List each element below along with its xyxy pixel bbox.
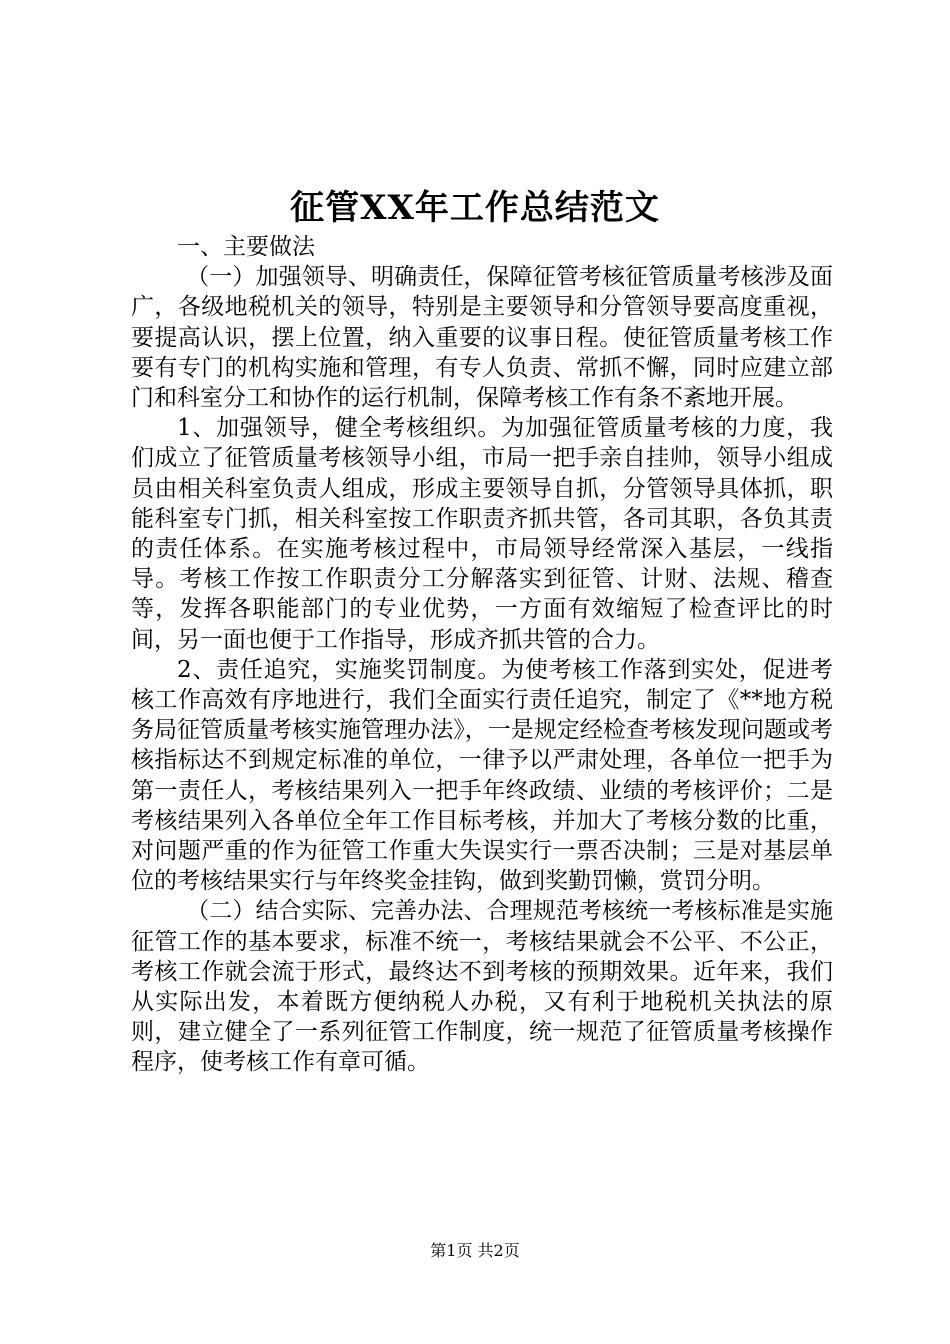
paragraph: 2、责任追究，实施奖罚制度。为使考核工作落到实处，促进考核工作高效有序地进行，我们全面实行责任追究，制定了《**地方税务局征管质量考核实施管理办法》，一是规定经检查考核发现问题或考核指标达不到规定标准的单位，一律予以严肃处理，各单位一把手为第一责任人，考核结果列入一把手年终政绩、业绩的考核评价；二是考核结果列入各单位全年工作目标考核，并加大了考核分数的比重，对问题严重的作为征管工作重大失误实行一票否决制；三是对基层单位的考核结果实行与年终奖金挂钩，做到奖勤罚懒，赏罚分明。 — [131, 656, 833, 895]
paragraph: 1、加强领导，健全考核组织。为加强征管质量考核的力度，我们成立了征管质量考核领导小组，市局一把手亲自挂帅，领导小组成员由相关科室负责人组成，形成主要领导自抓，分管领导具体抓，职能科室专门抓，相关科室按工作职责齐抓共管，各司其职，各负其责的责任体系。在实施考核过程中，市局领导经常深入基层，一线指导。考核工作按工作职责分工分解落实到征管、计财、法规、稽查等，发挥各职能部门的专业优势，一方面有效缩短了检查评比的时间，另一面也便于工作指导，形成齐抓共管的合力。 — [131, 415, 833, 653]
document-body — [131, 232, 833, 1078]
page-number: 第1页 共2页 — [430, 1241, 520, 1260]
section-heading: 一、主要做法 — [177, 234, 315, 260]
document-title: 征管XX年工作总结范文 — [290, 188, 660, 228]
paragraph: （二）结合实际、完善办法、合理规范考核统一考核标准是实施征管工作的基本要求，标准不统一，考核结果就会不公平、不公正，考核工作就会流于形式，最终达不到考核的预期效果。近年来，我们从实际出发，本着既方便纳税人办税，又有利于地税机关执法的原则，建立健全了一系列征管工作制度，统一规范了征管质量考核操作程序，使考核工作有章可循。 — [131, 898, 833, 1076]
paragraph: （一）加强领导、明确责任，保障征管考核征管质量考核涉及面广，各级地税机关的领导，特别是主要领导和分管领导要高度重视，要提高认识，摆上位置，纳入重要的议事日程。使征管质量考核工作要有专门的机构实施和管理，有专人负责、常抓不懈，同时应建立部门和科室分工和协作的运行机制，保障考核工作有条不紊地开展。 — [131, 264, 833, 412]
